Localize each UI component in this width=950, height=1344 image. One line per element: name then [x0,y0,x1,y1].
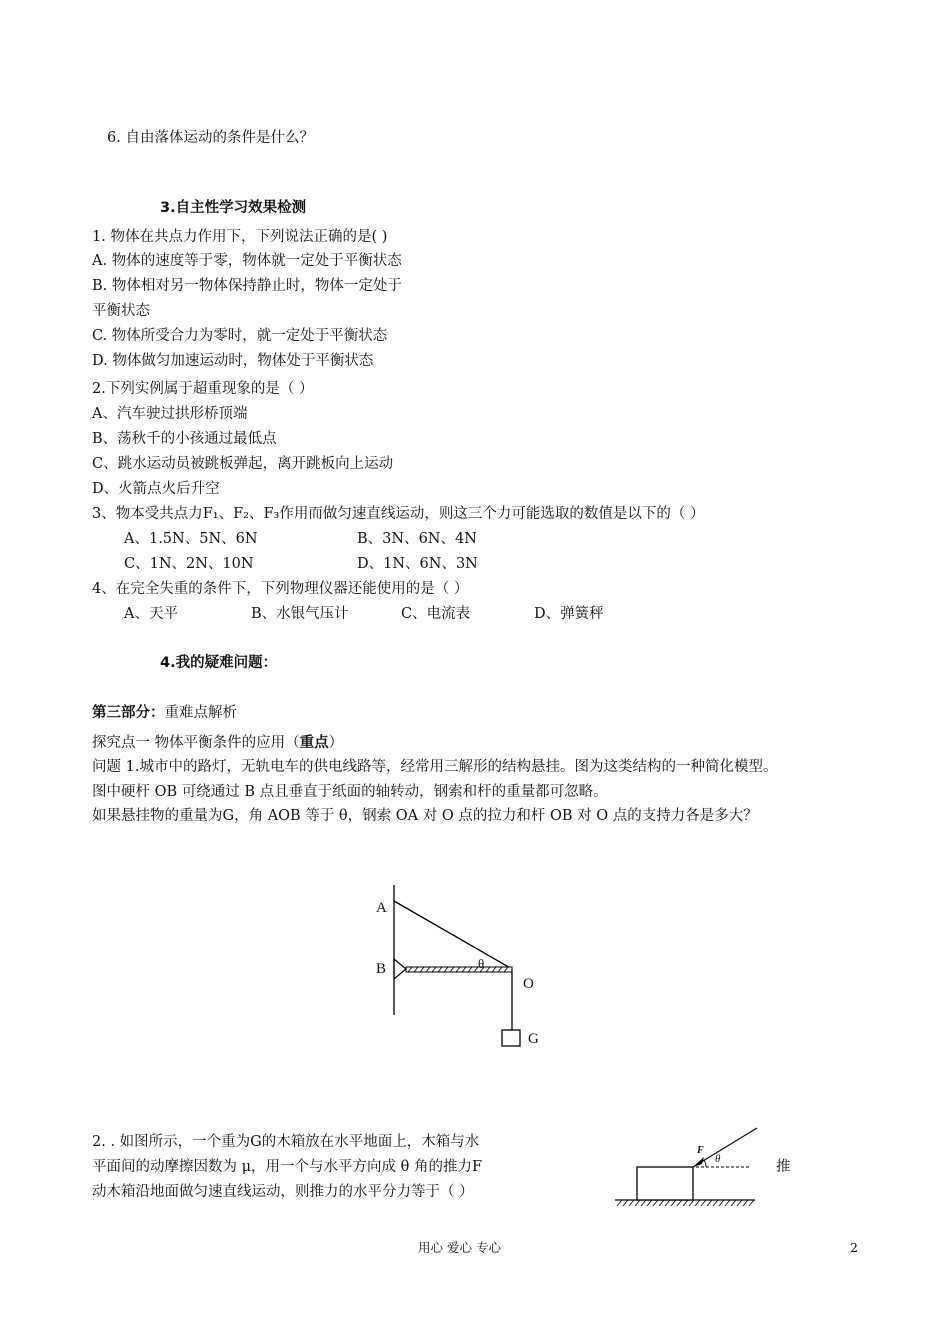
p1-option-d: D. 物体做匀加速运动时，物体处于平衡状态 [92,353,374,369]
q1-line-2: 图中硬杆 OB 可绕通过 B 点且垂直于纸面的轴转动，钢索和杆的重量都可忽略。 [92,784,608,800]
page-number: 2 [850,1240,858,1255]
question-6: 6. 自由落体运动的条件是什么？ [107,130,314,146]
p4-option-d: D、弹簧秤 [534,606,604,622]
p2-option-d: D、火箭点火后升空 [92,481,220,497]
q1-line-1: 问题 1.城市中的路灯，无轨电车的供电线路等，经常用三解形的结构悬挂。图为这类结构的一种简化模型。 [92,759,778,775]
section-3-title: 3.自主性学习效果检测 [160,200,307,216]
p3-stem: 3、物本受共点力F₁、F₂、F₃作用而做匀速直线运动，则这三个力可能选取的数值是以下的（ ） [92,506,705,522]
p1-option-b: B. 物体相对另一物体保持静止时，物体一定处于 [92,278,402,294]
p4-option-c: C、电流表 [401,606,471,622]
footer-slogan: 用心 爱心 专心 [418,1240,501,1255]
q2-line-2: 平面间的动摩擦因数为 μ，用一个与水平方向成 θ 角的推力F [92,1159,483,1175]
part-3-label: 第三部分： [92,705,165,721]
label-g: G [528,1031,539,1047]
q2-tail: 推 [776,1159,791,1175]
p2-option-b: B、荡秋千的小孩通过最低点 [92,431,277,447]
p2-option-a: A、汽车驶过拱形桥顶端 [92,406,248,422]
label-b: B [376,961,387,977]
p4-stem: 4、在完全失重的条件下，下列物理仪器还能使用的是（ ） [92,581,469,597]
p3-option-d: D、1N、6N、3N [357,556,478,572]
probe-1-key: 重点 [299,735,329,751]
p3-option-a: A、1.5N、5N、6N [124,531,258,547]
q2-line-3: 动木箱沿地面做匀速直线运动，则推力的水平分力等于（ ） [92,1184,474,1200]
p1-option-a: A. 物体的速度等于零，物体就一定处于平衡状态 [92,253,402,269]
p4-option-b: B、水银气压计 [251,606,349,622]
section-4-title: 4.我的疑难问题： [160,655,278,671]
p1-option-b-cont: 平衡状态 [92,303,150,319]
box-push-diagram [610,1120,770,1220]
label-a: A [376,900,387,916]
probe-1-heading [92,733,343,753]
q2-line-1: 2. . 如图所示，一个重为G的木箱放在水平地面上，木箱与水 [92,1134,480,1150]
p2-option-c: C、跳水运动员被跳板弹起，离开跳板向上运动 [92,456,394,472]
probe-1-text: 探究点一 物体平衡条件的应用（ [92,735,300,751]
q1-line-3: 如果悬挂物的重量为G，角 AOB 等于 θ，钢索 OA 对 O 点的拉力和杆 OB 对 O 点的支持力各是多大？ [92,808,758,824]
part-3-title: 重难点解析 [164,705,237,721]
label-f: F [697,1145,704,1156]
part-3-heading [92,703,237,723]
label-theta: θ [478,956,485,971]
p1-option-c: C. 物体所受合力为零时，就一定处于平衡状态 [92,328,388,344]
label-o: O [523,976,534,992]
p2-stem: 2.下列实例属于超重现象的是（ ） [92,381,314,397]
probe-1-close: ） [328,735,344,751]
p1-stem: 1. 物体在共点力作用下，下列说法正确的是( ) [92,229,388,245]
p3-option-c: C、1N、2N、10N [124,556,254,572]
p4-option-a: A、天平 [124,606,178,622]
label-theta-2: θ [715,1153,721,1165]
p3-option-b: B、3N、6N、4N [357,531,477,547]
